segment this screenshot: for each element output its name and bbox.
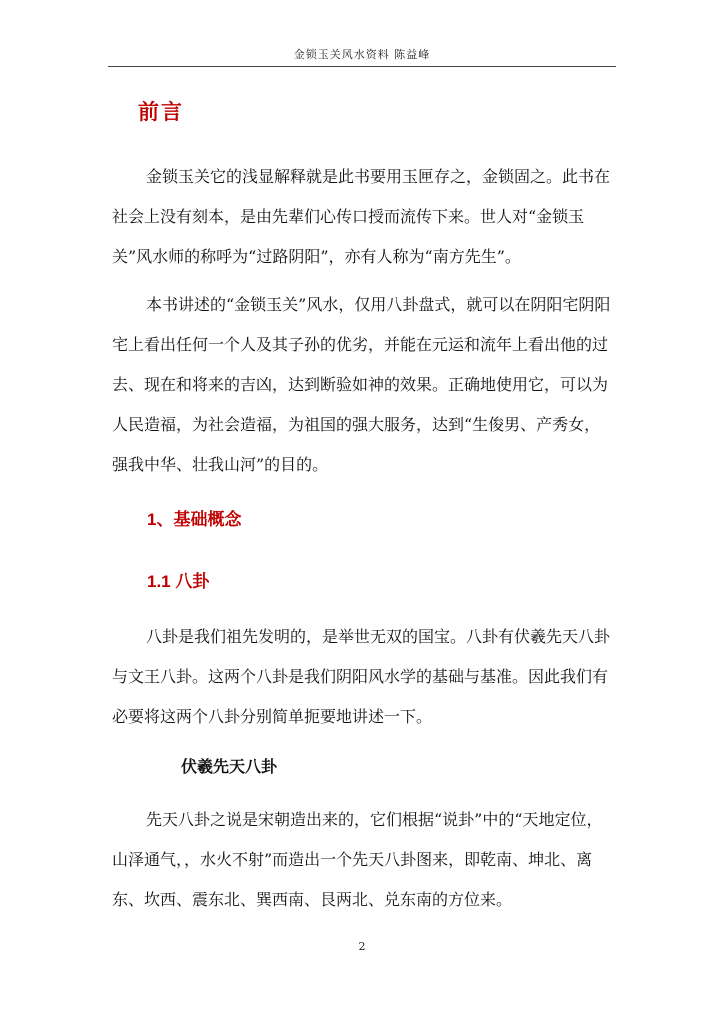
- header-rule: [108, 66, 616, 67]
- fuxi-bagua-paragraph: 先天八卦之说是宋朝造出来的，它们根据“说卦”中的“天地定位，山泽通气，，水火不射”而造出一个先天八卦图来，即乾南、坤北、离东、坎西、震东北、巽西南、艮两北、兑东南的方位来。: [112, 810, 603, 909]
- preface-paragraph-1: 金锁玉关它的浅显解释就是此书要用玉匣存之，金锁固之。此书在社会上没有刻本，是由先辈们心传口授而流传下来。世人对“金锁玉关”风水师的称呼为“过路阴阳”，亦有人称为“南方先生”。: [112, 167, 611, 266]
- fuxi-bagua-title: 伏羲先天八卦: [181, 759, 278, 776]
- section-1-title: 1、基础概念: [147, 510, 242, 529]
- section-1-1-title: 1.1 八卦: [147, 572, 210, 591]
- page-header: 金锁玉关风水资料 陈益峰: [293, 48, 431, 61]
- page-number: 2: [358, 940, 366, 953]
- bagua-paragraph: 八卦是我们祖先发明的，是举世无双的国宝。八卦有伏羲先天八卦与文王八卦。这两个八卦是我们阴阳风水学的基础与基准。因此我们有必要将这两个八卦分别简单扼要地讲述一下。: [112, 627, 611, 726]
- preface-paragraph-2: 本书讲述的“金锁玉关”风水，仅用八卦盘式，就可以在阴阳宅阴阳宅上看出任何一个人及其子孙的优劣，并能在元运和流年上看出他的过去、现在和将来的吉凶，达到断验如神的效果。正确地使用它，可以为人民造福，为社会造福，为祖国的强大服务，达到“生俊男、产秀女，强我中华、壮我山河”的目的。: [112, 295, 611, 474]
- preface-title: 前言: [138, 99, 184, 124]
